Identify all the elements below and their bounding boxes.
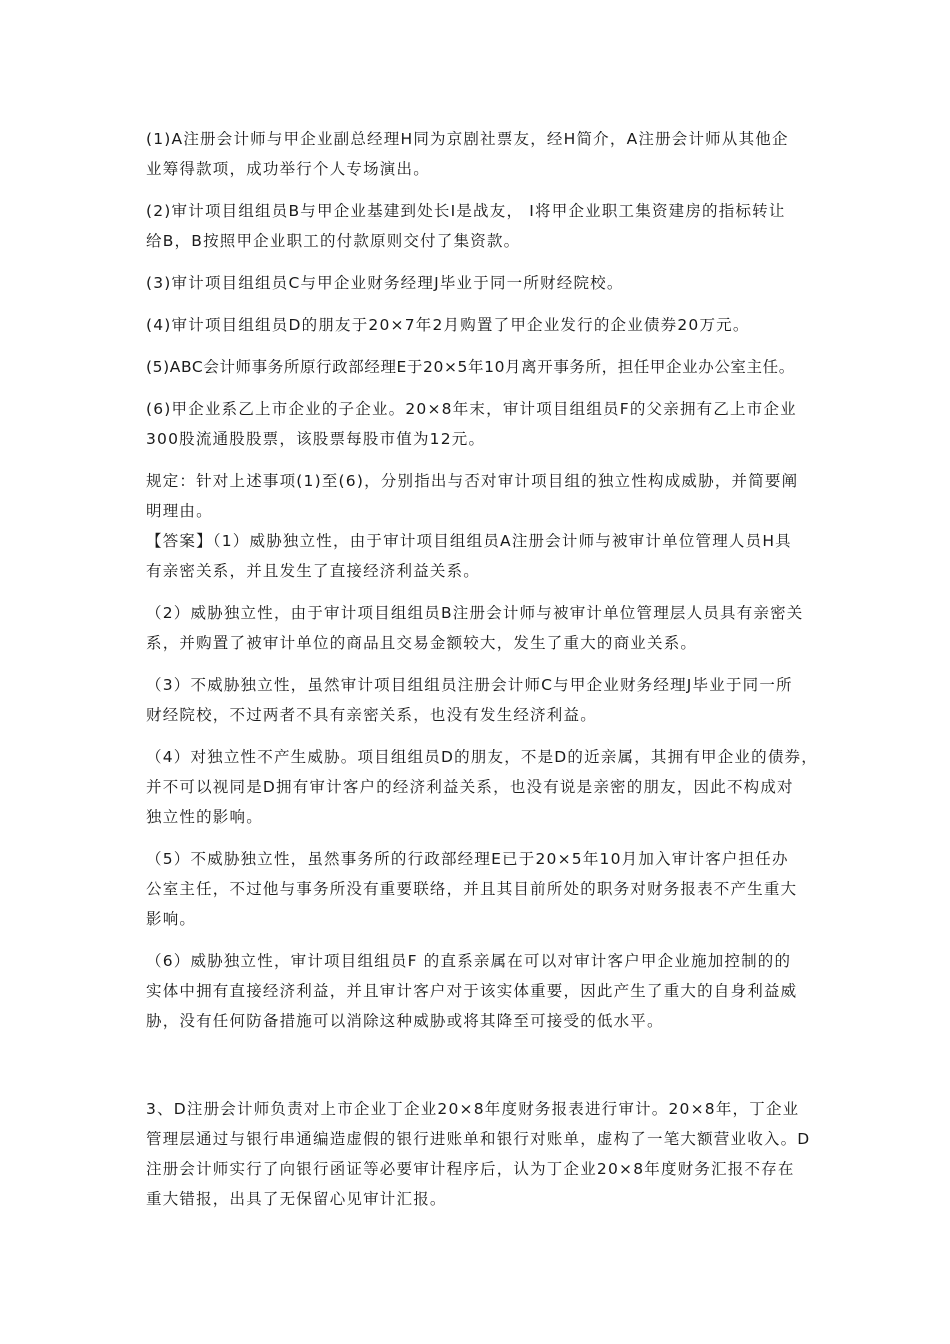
text-line: （3）不威胁独立性，虽然审计项目组组员注册会计师C与甲企业财务经理J毕业于同一所: [146, 676, 793, 694]
item-5-paragraph: [146, 352, 818, 382]
item-3-paragraph: [146, 268, 818, 298]
text-line: 实体中拥有直接经济利益，并且审计客户对于该实体重要，因此产生了重大的自身利益威: [146, 982, 798, 1000]
text-line: 独立性的影响。: [146, 808, 263, 826]
text-line: 规定：针对上述事项(1)至(6)，分别指出与否对审计项目组的独立性构成威胁，并简要阐: [146, 472, 799, 490]
text-line: 300股流通股股票，该股票每股市值为12元。: [146, 430, 486, 448]
text-line: 【答案】（1）威胁独立性，由于审计项目组组员A注册会计师与被审计单位管理人员H具: [146, 532, 792, 550]
text-line: （4）对独立性不产生威胁。项目组组员D的朋友，不是D的近亲属，其拥有甲企业的债券，: [146, 748, 818, 766]
answer-4-paragraph: [146, 742, 818, 832]
text-line: 胁，没有任何防备措施可以消除这种威胁或将其降至可接受的低水平。: [146, 1012, 664, 1030]
text-line: 财经院校，不过两者不具有亲密关系，也没有发生经济利益。: [146, 706, 597, 724]
text-line: 重大错报，出具了无保留心见审计汇报。: [146, 1190, 447, 1208]
text-line: 系，并购置了被审计单位的商品且交易金额较大，发生了重大的商业关系。: [146, 634, 698, 652]
text-line: 业筹得款项，成功举行个人专场演出。: [146, 160, 430, 178]
text-line: （5）不威胁独立性，虽然事务所的行政部经理E已于20×5年10月加入审计客户担任办: [146, 850, 789, 868]
text-line: （6）威胁独立性，审计项目组组员F 的直系亲属在可以对审计客户甲企业施加控制的的: [146, 952, 792, 970]
text-line: 管理层通过与银行串通编造虚假的银行进账单和银行对账单，虚构了一笔大额营业收入。D: [146, 1130, 811, 1148]
text-line: 3、D注册会计师负责对上市企业丁企业20×8年度财务报表进行审计。20×8年，丁企业: [146, 1100, 800, 1118]
text-line: (6)甲企业系乙上市企业的子企业。20×8年末，审计项目组组员F的父亲拥有乙上市企业: [146, 400, 797, 418]
answer-1-paragraph: [146, 526, 818, 586]
text-line: 影响。: [146, 910, 197, 928]
answer-3-paragraph: [146, 670, 818, 730]
text-line: (2)审计项目组组员B与甲企业基建到处长I是战友， I将甲企业职工集资建房的指标转让: [146, 202, 786, 220]
item-1-paragraph: [146, 124, 818, 184]
answer-2-paragraph: [146, 598, 818, 658]
text-line: (1)A注册会计师与甲企业副总经理H同为京剧社票友，经H简介，A注册会计师从其他企: [146, 130, 789, 148]
text-line: 注册会计师实行了向银行函证等必要审计程序后，认为丁企业20×8年度财务汇报不存在: [146, 1160, 795, 1178]
text-line: (3)审计项目组组员C与甲企业财务经理J毕业于同一所财经院校。: [146, 274, 624, 292]
text-line: (5)ABC会计师事务所原行政部经理E于20×5年10月离开事务所，担任甲企业办公室主任。: [146, 358, 795, 376]
text-line: 公室主任，不过他与事务所没有重要联络，并且其目前所处的职务对财务报表不产生重大: [146, 880, 798, 898]
item-6-paragraph: [146, 394, 818, 454]
requirement-paragraph: [146, 466, 818, 526]
document-page: [146, 124, 818, 1214]
text-line: 明理由。: [146, 502, 213, 520]
text-line: 给B，B按照甲企业职工的付款原则交付了集资款。: [146, 232, 521, 250]
item-4-paragraph: [146, 310, 818, 340]
text-line: (4)审计项目组组员D的朋友于20×7年2月购置了甲企业发行的企业债券20万元。: [146, 316, 750, 334]
item-2-paragraph: [146, 196, 818, 256]
text-line: （2）威胁独立性，由于审计项目组组员B注册会计师与被审计单位管理层人员具有亲密关: [146, 604, 804, 622]
answer-6-paragraph: [146, 946, 818, 1036]
text-line: 并不可以视同是D拥有审计客户的经济利益关系，也没有说是亲密的朋友，因此不构成对: [146, 778, 794, 796]
answer-5-paragraph: [146, 844, 818, 934]
question-3-paragraph: [146, 1094, 818, 1214]
text-line: 有亲密关系，并且发生了直接经济利益关系。: [146, 562, 481, 580]
